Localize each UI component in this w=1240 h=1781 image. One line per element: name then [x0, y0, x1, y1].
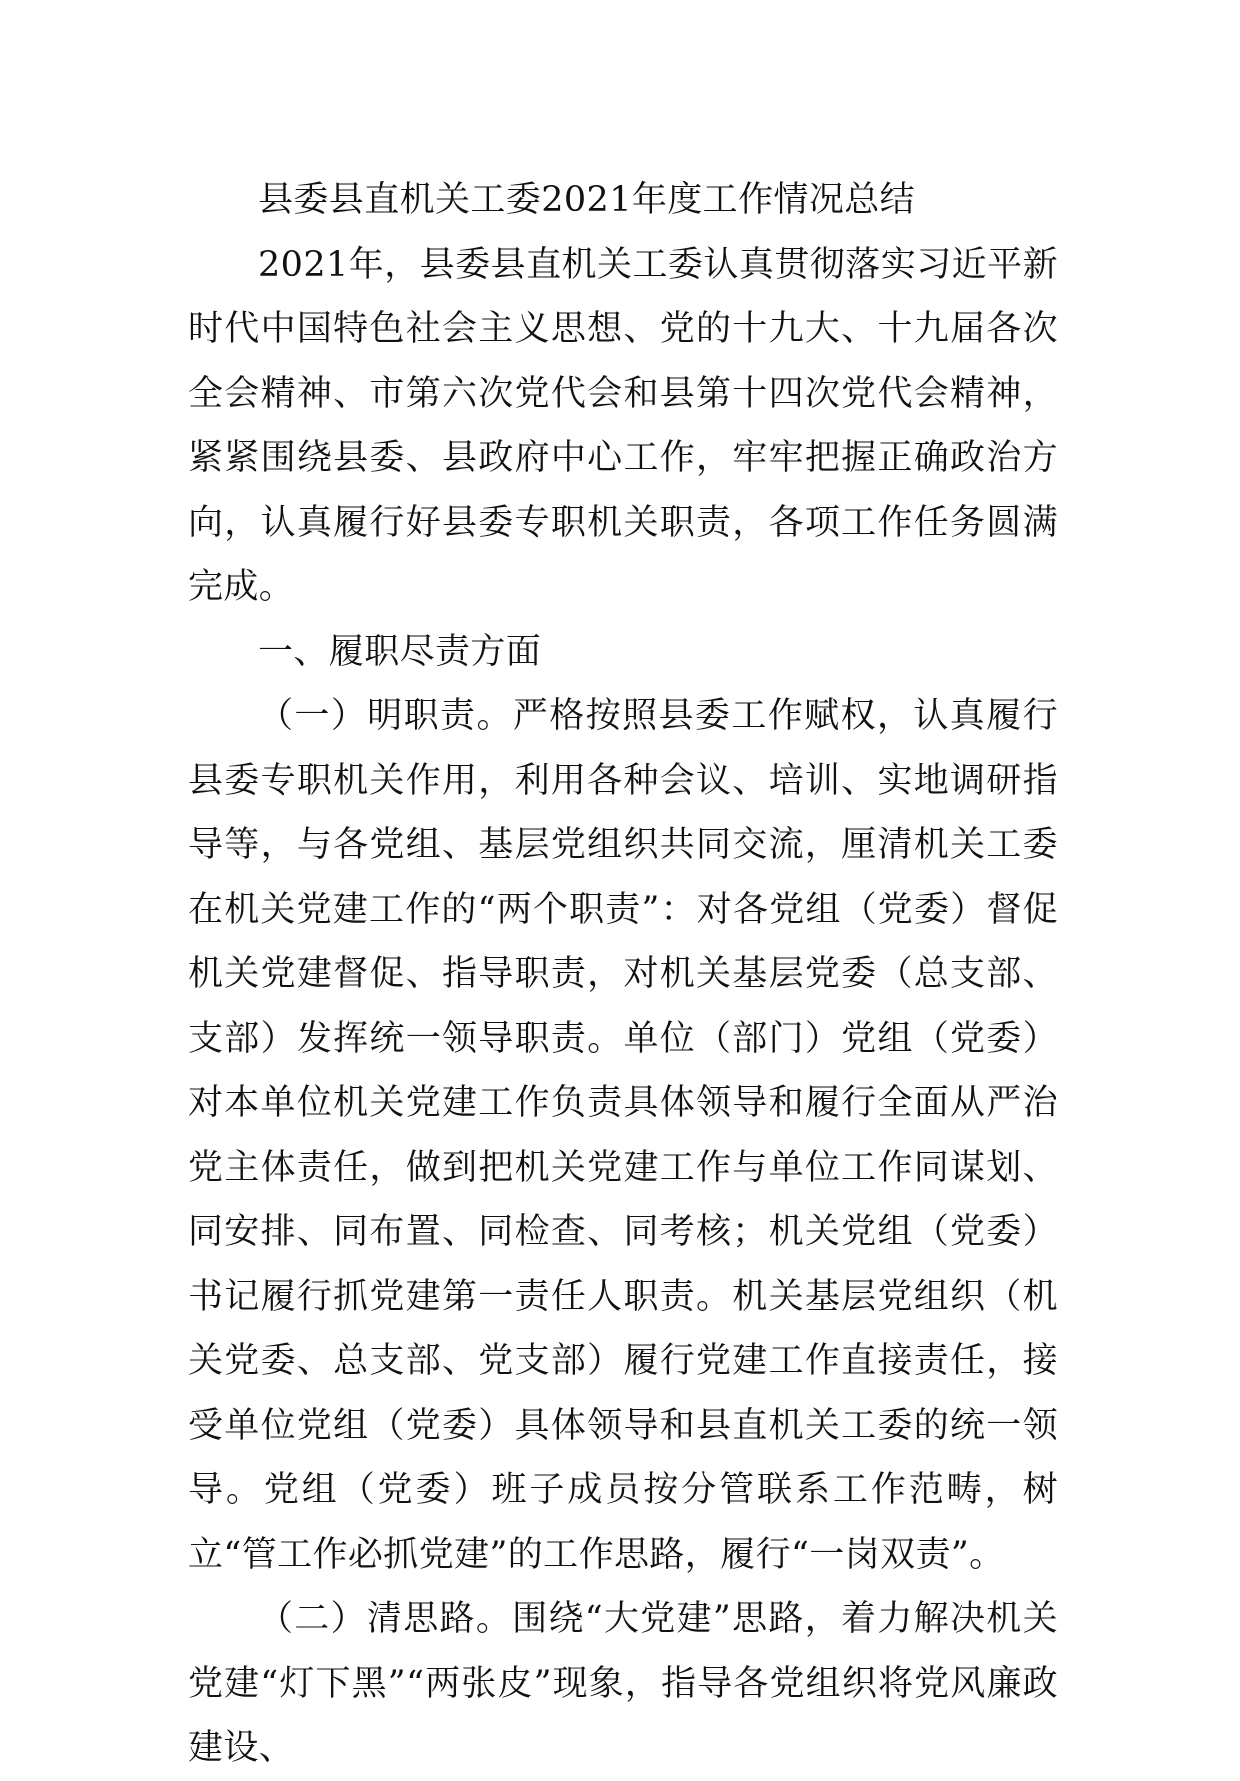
paragraph-clarify-duties: （一）明职责。严格按照县委工作赋权，认真履行县委专职机关作用，利用各种会议、培训、实地调研指导等，与各党组、基层党组织共同交流，厘清机关工委在机关党建工作的“两个职责”：对各党组（党委）督促机关党建督促、指导职责，对机关基层党委（总支部、支部）发挥统一领导职责。单位（部门）党组（党委）对本单位机关党建工作负责具体领导和履行全面从严治党主体责任，做到把机关党建工作与单位工作同谋划、同安排、同布置、同检查、同考核；机关党组（党委）书记履行抓党建第一责任人职责。机关基层党组织（机关党委、总支部、党支部）履行党建工作直接责任，接受单位党组（党委）具体领导和县直机关工委的统一领导。党组（党委）班子成员按分管联系工作范畴，树立“管工作必抓党建”的工作思路，履行“一岗双责”。: [188, 696, 1058, 1575]
document-title: 县委县直机关工委2021年度工作情况总结: [258, 180, 916, 220]
document-body: [188, 168, 1058, 1781]
paragraph-clear-thinking: （二）清思路。围绕“大党建”思路，着力解决机关党建“灯下黑”“两张皮”现象，指导各党组织将党风廉政建设、: [188, 1599, 1058, 1768]
paragraph-intro: 2021年，县委县直机关工委认真贯彻落实习近平新时代中国特色社会主义思想、党的十九大、十九届各次全会精神、市第六次党代会和县第十四次党代会精神，紧紧围绕县委、县政府中心工作，牢牢把握正确政治方向，认真履行好县委专职机关职责，各项工作任务圆满完成。: [188, 244, 1058, 607]
section-heading: 一、履职尽责方面: [258, 631, 542, 672]
